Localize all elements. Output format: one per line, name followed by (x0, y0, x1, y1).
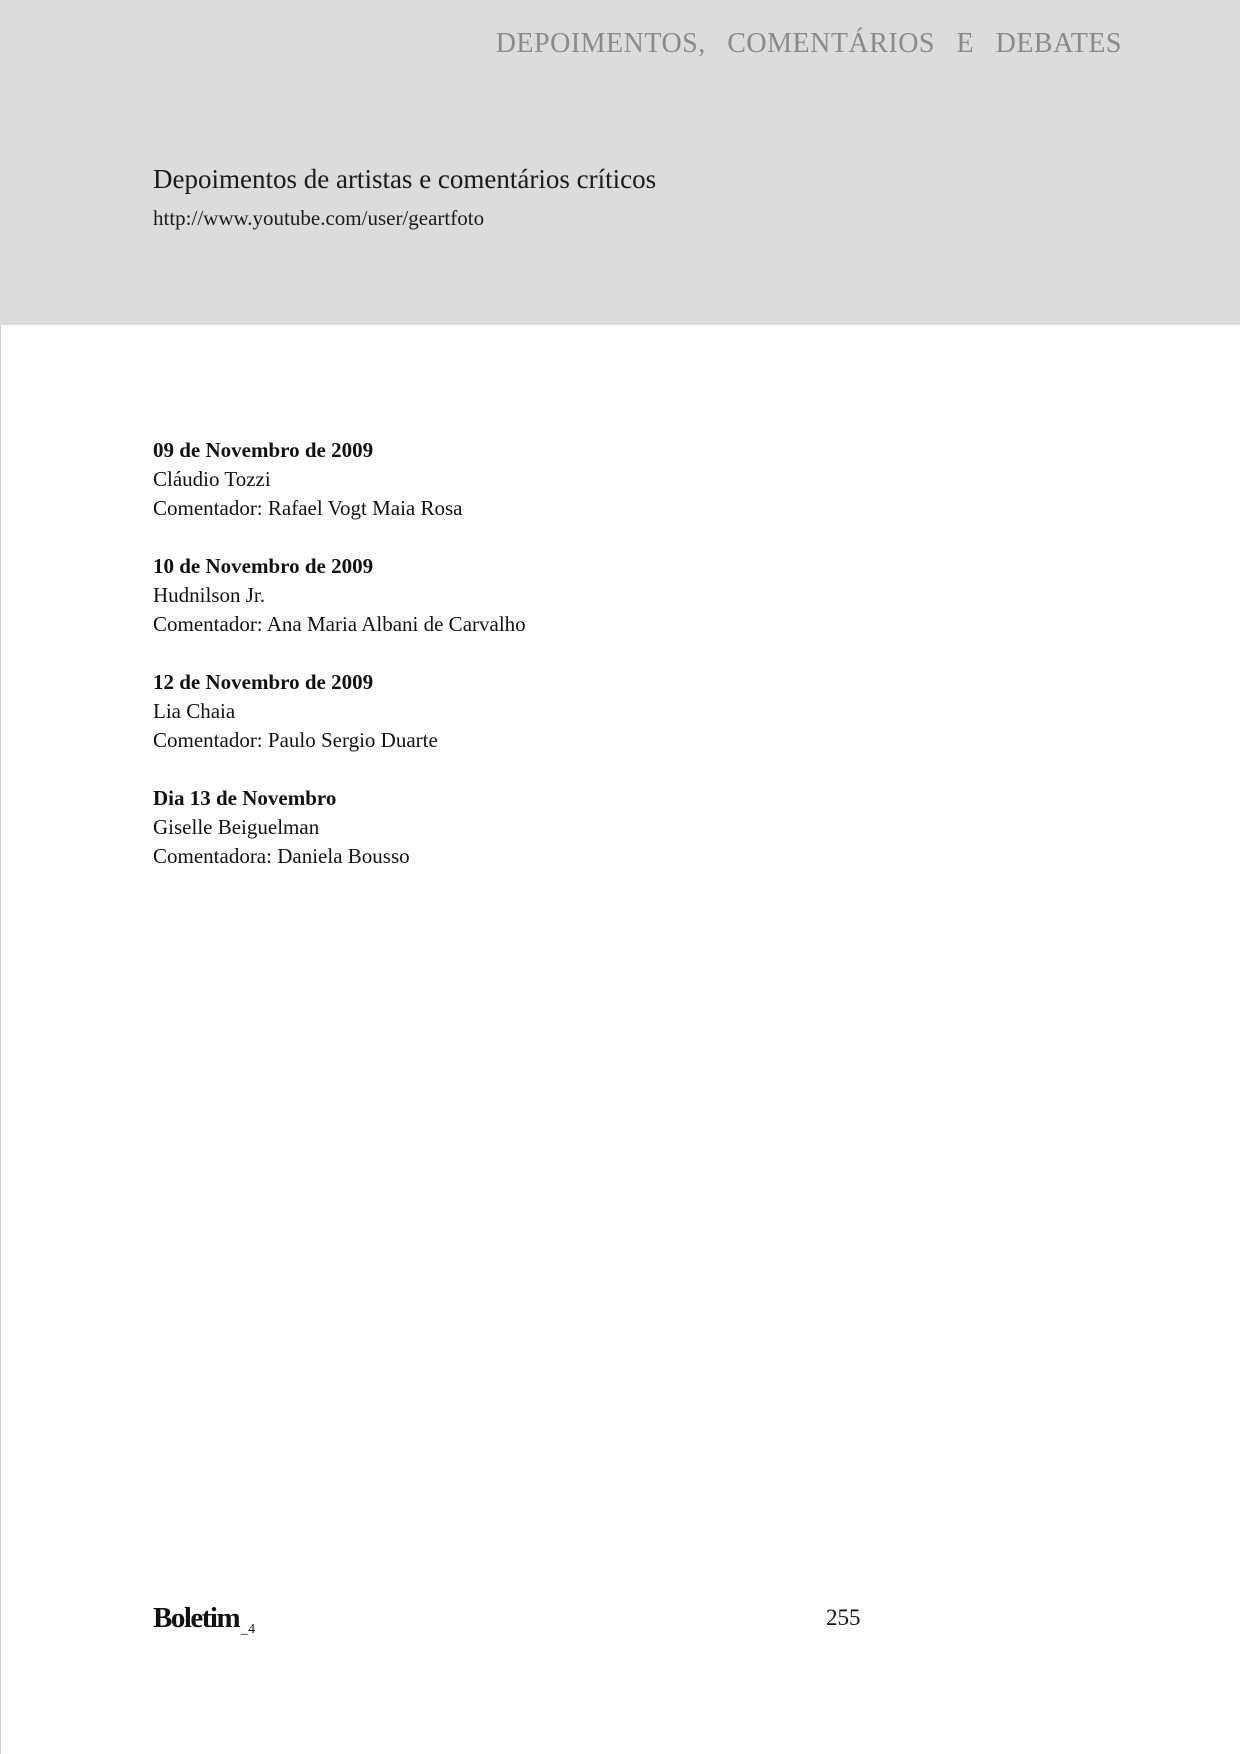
event-date: 12 de Novembro de 2009 (153, 670, 374, 694)
event-artist: Hudnilson Jr. (153, 583, 266, 607)
event-commentator: Comentadora: Daniela Bousso (153, 844, 410, 868)
event-commentator: Comentador: Rafael Vogt Maia Rosa (153, 496, 463, 520)
event-entry (153, 552, 953, 639)
event-entry (153, 436, 953, 523)
event-commentator: Comentador: Ana Maria Albani de Carvalho (153, 612, 526, 636)
event-commentator: Comentador: Paulo Sergio Duarte (153, 728, 438, 752)
event-entry (153, 668, 953, 755)
event-list (153, 436, 953, 900)
event-date: 09 de Novembro de 2009 (153, 438, 374, 462)
boletim-logo (153, 1602, 255, 1638)
boletim-logo-issue: _4 (241, 1622, 256, 1637)
section-heading: DEPOIMENTOS, COMENTÁRIOS E DEBATES (495, 28, 1122, 59)
event-artist: Giselle Beiguelman (153, 815, 320, 839)
page-title: Depoimentos de artistas e comentários críticos (153, 164, 657, 194)
event-artist: Lia Chaia (153, 699, 236, 723)
event-entry (153, 784, 953, 871)
youtube-link[interactable]: http://www.youtube.com/user/geartfoto (153, 206, 485, 230)
event-artist: Cláudio Tozzi (153, 467, 271, 491)
boletim-logo-text: Boletim (153, 1602, 240, 1634)
event-date: Dia 13 de Novembro (153, 786, 337, 810)
event-date: 10 de Novembro de 2009 (153, 554, 374, 578)
header-band (0, 0, 1240, 325)
page-number: 255 (826, 1605, 861, 1630)
